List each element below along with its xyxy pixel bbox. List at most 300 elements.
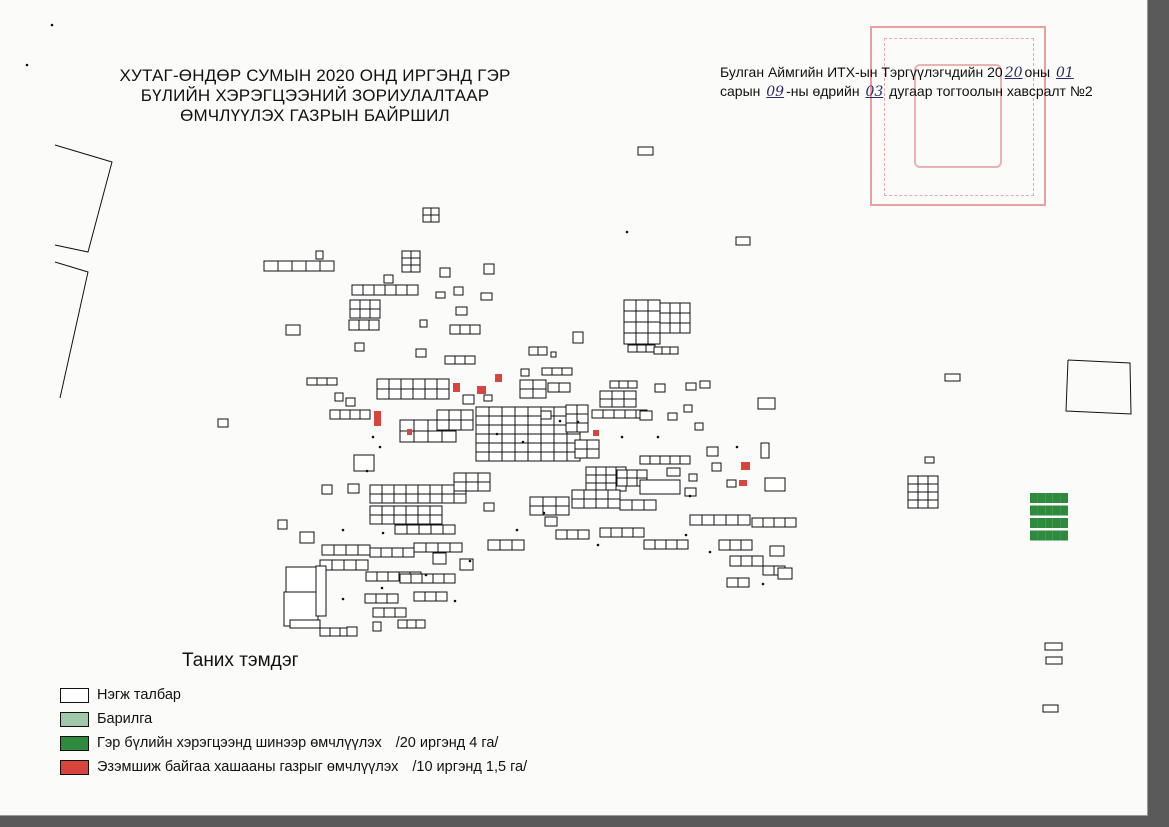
parcel xyxy=(406,485,418,494)
parcel xyxy=(528,443,541,452)
new-allocation-parcel xyxy=(1045,531,1053,541)
parcel xyxy=(502,407,515,416)
parcel xyxy=(596,475,606,483)
parcel xyxy=(500,540,512,550)
parcel xyxy=(533,380,546,389)
point-feature xyxy=(51,24,54,27)
annex-year-handwritten: 20 xyxy=(1004,65,1023,81)
parcel xyxy=(352,285,363,295)
point-feature xyxy=(621,436,624,439)
parcel xyxy=(528,452,541,461)
parcel xyxy=(608,490,620,499)
new-allocation-parcel xyxy=(1060,506,1068,516)
parcel xyxy=(484,264,494,274)
parcel xyxy=(444,574,455,583)
parcel xyxy=(350,410,360,419)
parcel xyxy=(340,410,350,419)
parcel xyxy=(908,484,918,492)
parcel xyxy=(738,578,749,587)
parcel xyxy=(548,383,559,392)
boundary-west xyxy=(55,262,88,398)
parcel xyxy=(437,379,449,389)
parcel xyxy=(394,506,406,515)
parcel xyxy=(928,492,938,500)
legend-swatch-building xyxy=(60,712,89,727)
parcel xyxy=(430,506,442,515)
parcel xyxy=(481,293,492,300)
parcel xyxy=(407,525,419,534)
parcel xyxy=(520,389,533,398)
new-allocation-layer xyxy=(1030,493,1068,541)
parcel xyxy=(347,627,357,636)
point-feature xyxy=(26,64,29,67)
parcel xyxy=(413,379,425,389)
parcel xyxy=(572,499,584,508)
parcel xyxy=(587,440,599,449)
parcel xyxy=(414,543,426,552)
parcel xyxy=(1046,657,1062,664)
parcel xyxy=(360,300,370,309)
parcel xyxy=(320,261,334,271)
parcel xyxy=(476,407,489,416)
parcel xyxy=(430,515,442,524)
parcel xyxy=(566,423,577,432)
parcel xyxy=(445,356,455,364)
annex-text-5: дугаар тогтоолын хавсралт №2 xyxy=(889,83,1093,99)
parcel xyxy=(573,332,583,343)
parcel xyxy=(684,405,692,412)
parcel xyxy=(377,572,388,581)
parcel xyxy=(502,416,515,425)
parcel xyxy=(456,307,467,315)
parcel xyxy=(358,545,370,555)
parcel xyxy=(928,484,938,492)
point-feature xyxy=(342,529,345,532)
parcel xyxy=(437,389,449,399)
legend-note-new-allocation: /20 иргэнд 4 га/ xyxy=(395,735,499,751)
parcel xyxy=(515,452,528,461)
parcel xyxy=(554,434,567,443)
new-allocation-parcel xyxy=(1038,506,1046,516)
point-feature xyxy=(736,446,739,449)
parcel xyxy=(714,515,726,525)
legend-label-building: Барилга xyxy=(97,711,153,727)
point-feature xyxy=(559,420,562,423)
point-feature xyxy=(342,598,345,601)
point-feature xyxy=(685,534,688,537)
parcel xyxy=(416,349,426,357)
existing-fence-parcel xyxy=(739,480,747,486)
parcel xyxy=(489,407,502,416)
parcel xyxy=(741,540,752,550)
annex-number-handwritten: 03 xyxy=(865,84,884,100)
parcel xyxy=(436,592,447,601)
parcel xyxy=(512,540,524,550)
parcel xyxy=(610,381,619,388)
parcel xyxy=(556,530,567,539)
parcel xyxy=(377,379,389,389)
parcel xyxy=(394,515,406,524)
parcel xyxy=(925,457,934,463)
parcel xyxy=(752,556,763,566)
parcel xyxy=(384,608,395,617)
parcel xyxy=(612,391,624,399)
parcel xyxy=(670,323,680,333)
parcel xyxy=(420,320,427,327)
parcel xyxy=(382,515,394,524)
parcel xyxy=(908,500,918,508)
point-feature xyxy=(762,583,765,586)
parcel xyxy=(382,494,394,503)
parcel xyxy=(1045,643,1062,650)
parcel xyxy=(394,494,406,503)
parcel xyxy=(373,622,381,631)
legend xyxy=(60,683,527,779)
parcel xyxy=(554,407,567,416)
parcel xyxy=(752,518,763,527)
parcel xyxy=(578,530,589,539)
parcel xyxy=(407,620,416,628)
parcel xyxy=(382,485,394,494)
parcel-large xyxy=(316,566,326,616)
parcel-layer xyxy=(218,147,1062,712)
parcel xyxy=(648,333,660,344)
parcel xyxy=(489,434,502,443)
new-allocation-parcel xyxy=(1053,506,1061,516)
parcel xyxy=(655,384,665,392)
parcel xyxy=(385,285,396,295)
parcel xyxy=(478,473,490,482)
existing-fence-parcel xyxy=(477,386,486,394)
parcel xyxy=(730,540,741,550)
parcel xyxy=(411,265,420,272)
parcel xyxy=(566,405,577,414)
parcel xyxy=(660,313,670,323)
parcel xyxy=(528,407,541,416)
parcel xyxy=(317,378,327,385)
parcel xyxy=(530,506,543,515)
parcel xyxy=(644,500,656,510)
parcel xyxy=(442,431,456,442)
parcel xyxy=(461,410,473,420)
parcel xyxy=(666,540,677,549)
parcel xyxy=(425,389,437,399)
new-allocation-parcel xyxy=(1060,531,1068,541)
parcel xyxy=(396,285,407,295)
parcel xyxy=(908,492,918,500)
parcel xyxy=(425,592,436,601)
point-feature xyxy=(577,421,580,424)
parcel xyxy=(528,416,541,425)
parcel xyxy=(529,347,538,355)
parcel xyxy=(465,356,475,364)
parcel xyxy=(660,456,670,464)
parcel xyxy=(278,261,292,271)
new-allocation-parcel xyxy=(1038,518,1046,528)
boundary-outlines xyxy=(55,145,1131,414)
legend-item-new-allocation xyxy=(60,731,527,755)
parcel xyxy=(218,419,228,427)
parcel xyxy=(402,258,411,265)
parcel xyxy=(440,268,450,277)
parcel xyxy=(680,456,690,464)
parcel xyxy=(365,594,376,603)
parcel xyxy=(918,476,928,484)
parcel xyxy=(414,592,425,601)
parcel xyxy=(395,525,407,534)
parcel xyxy=(761,443,769,458)
parcel xyxy=(730,556,741,566)
map-title-line2: БҮЛИЙН ХЭРЭГЦЭЭНИЙ ЗОРИУЛАЛТААР xyxy=(140,86,490,105)
parcel xyxy=(488,540,500,550)
parcel xyxy=(670,303,680,313)
parcel xyxy=(726,515,738,525)
parcel xyxy=(389,379,401,389)
parcel xyxy=(388,572,399,581)
existing-fence-parcel xyxy=(407,429,412,435)
parcel xyxy=(466,482,478,491)
parcel xyxy=(541,411,551,419)
parcel xyxy=(667,468,680,476)
parcel xyxy=(348,484,359,493)
parcel xyxy=(489,443,502,452)
point-feature xyxy=(366,470,369,473)
parcel xyxy=(600,391,612,399)
parcel xyxy=(552,368,562,375)
parcel xyxy=(774,518,785,527)
parcel xyxy=(556,506,569,515)
parcel xyxy=(484,503,494,511)
parcel xyxy=(619,381,628,388)
parcel xyxy=(433,553,446,564)
parcel xyxy=(606,467,616,475)
parcel xyxy=(476,443,489,452)
legend-item-building xyxy=(60,707,527,731)
parcel xyxy=(476,416,489,425)
parcel xyxy=(541,452,554,461)
parcel xyxy=(640,480,680,494)
parcel xyxy=(406,494,418,503)
parcel xyxy=(636,322,648,333)
parcel xyxy=(350,300,360,309)
parcel xyxy=(612,399,624,407)
parcel xyxy=(430,494,442,503)
parcel xyxy=(360,309,370,318)
parcel xyxy=(264,261,278,271)
annex-text-2: оны xyxy=(1024,64,1051,80)
parcel xyxy=(587,449,599,458)
parcel xyxy=(389,389,401,399)
parcel xyxy=(431,525,443,534)
parcel xyxy=(406,506,418,515)
parcel xyxy=(660,303,670,313)
parcel xyxy=(617,478,627,486)
parcel xyxy=(628,381,637,388)
parcel xyxy=(460,325,470,334)
legend-label-new-allocation: Гэр бүлийн хэрэгцээнд шинээр өмчлүүлэх xyxy=(97,735,382,751)
boundary-east xyxy=(1066,360,1131,414)
parcel xyxy=(620,500,632,510)
parcel xyxy=(349,320,359,330)
new-allocation-parcel xyxy=(1053,493,1061,503)
parcel xyxy=(648,311,660,322)
legend-note-existing-fence: /10 иргэнд 1,5 га/ xyxy=(412,759,528,775)
parcel xyxy=(454,287,463,295)
parcel xyxy=(596,490,608,499)
parcel xyxy=(633,528,644,537)
parcel xyxy=(356,560,368,570)
legend-label-existing-fence: Эзэмшиж байгаа хашааны газрыг өмчлүүлэх xyxy=(97,759,399,775)
parcel xyxy=(778,568,792,579)
parcel xyxy=(648,322,660,333)
existing-fence-parcel xyxy=(374,411,381,426)
parcel xyxy=(690,515,702,525)
parcel xyxy=(707,447,718,456)
parcel xyxy=(736,237,750,245)
parcel xyxy=(541,434,554,443)
legend-item-existing-fence xyxy=(60,755,527,779)
parcel xyxy=(577,423,588,432)
parcel xyxy=(551,352,556,357)
map-title-line3: ӨМЧЛҮҮЛЭХ ГАЗРЫН БАЙРШИЛ xyxy=(180,106,450,125)
parcel xyxy=(370,548,381,557)
parcel xyxy=(387,594,398,603)
point-feature xyxy=(372,436,375,439)
parcel xyxy=(455,356,465,364)
parcel xyxy=(463,395,474,404)
parcel xyxy=(689,474,697,481)
parcel xyxy=(545,517,557,526)
parcel xyxy=(360,410,370,419)
parcel xyxy=(376,594,387,603)
parcel xyxy=(600,399,612,407)
parcel xyxy=(306,261,320,271)
parcel xyxy=(450,543,462,552)
parcel xyxy=(450,325,460,334)
parcel xyxy=(515,407,528,416)
parcel xyxy=(355,343,364,351)
new-allocation-parcel xyxy=(1060,493,1068,503)
parcel xyxy=(398,620,407,628)
parcel xyxy=(1043,705,1058,712)
point-feature xyxy=(454,600,457,603)
parcel xyxy=(418,506,430,515)
parcel xyxy=(638,147,653,155)
parcel xyxy=(662,347,670,354)
parcel xyxy=(416,620,425,628)
parcel xyxy=(770,546,784,556)
parcel xyxy=(402,265,411,272)
new-allocation-parcel xyxy=(1030,518,1038,528)
parcel xyxy=(575,449,587,458)
parcel xyxy=(370,309,380,318)
parcel xyxy=(622,528,633,537)
parcel xyxy=(381,548,392,557)
new-allocation-parcel xyxy=(1030,531,1038,541)
parcel xyxy=(719,540,730,550)
parcel xyxy=(425,379,437,389)
parcel xyxy=(489,452,502,461)
parcel xyxy=(502,443,515,452)
parcel xyxy=(461,420,473,430)
legend-swatch-new-allocation xyxy=(60,736,89,751)
parcel xyxy=(670,347,678,354)
parcel xyxy=(322,485,332,494)
parcel xyxy=(596,467,606,475)
parcel xyxy=(406,515,418,524)
parcel xyxy=(670,456,680,464)
point-feature xyxy=(516,529,519,532)
parcel xyxy=(411,258,420,265)
parcel xyxy=(411,574,422,583)
parcel xyxy=(586,475,596,483)
parcel xyxy=(366,572,377,581)
parcel xyxy=(346,545,358,555)
parcel-large xyxy=(290,620,320,628)
point-feature xyxy=(657,436,660,439)
parcel xyxy=(686,383,696,390)
parcel xyxy=(346,398,355,406)
parcel xyxy=(741,556,752,566)
parcel xyxy=(476,434,489,443)
parcel xyxy=(617,470,627,478)
parcel xyxy=(640,411,652,420)
parcel xyxy=(554,425,567,434)
legend-label-parcel: Нэгж талбар xyxy=(97,687,181,703)
parcel xyxy=(538,347,547,355)
parcel xyxy=(443,525,455,534)
parcel xyxy=(627,470,637,478)
parcel xyxy=(411,251,420,258)
parcel xyxy=(350,309,360,318)
parcel xyxy=(586,467,596,475)
parcel xyxy=(758,398,775,409)
parcel xyxy=(370,300,380,309)
parcel xyxy=(430,485,442,494)
parcel xyxy=(636,333,648,344)
parcel xyxy=(677,540,688,549)
parcel xyxy=(918,492,928,500)
new-allocation-parcel xyxy=(1038,531,1046,541)
parcel xyxy=(785,518,796,527)
parcel xyxy=(632,500,644,510)
parcel xyxy=(400,574,411,583)
boundary-north-west xyxy=(55,145,112,252)
parcel xyxy=(414,431,428,442)
new-allocation-parcel xyxy=(1045,493,1053,503)
parcel xyxy=(442,485,454,494)
parcel xyxy=(437,410,449,420)
parcel xyxy=(320,628,330,636)
parcel xyxy=(541,425,554,434)
parcel xyxy=(625,410,636,418)
parcel xyxy=(423,215,431,222)
parcel xyxy=(738,515,750,525)
parcel xyxy=(438,543,450,552)
existing-fence-parcel xyxy=(453,383,460,392)
parcel xyxy=(668,413,677,420)
point-feature xyxy=(522,441,525,444)
parcel xyxy=(543,497,556,506)
point-feature xyxy=(496,433,499,436)
parcel xyxy=(278,520,287,529)
parcel xyxy=(307,378,317,385)
parcel xyxy=(521,369,529,376)
parcel xyxy=(515,425,528,434)
parcel xyxy=(418,515,430,524)
parcel xyxy=(928,476,938,484)
parcel xyxy=(636,311,648,322)
